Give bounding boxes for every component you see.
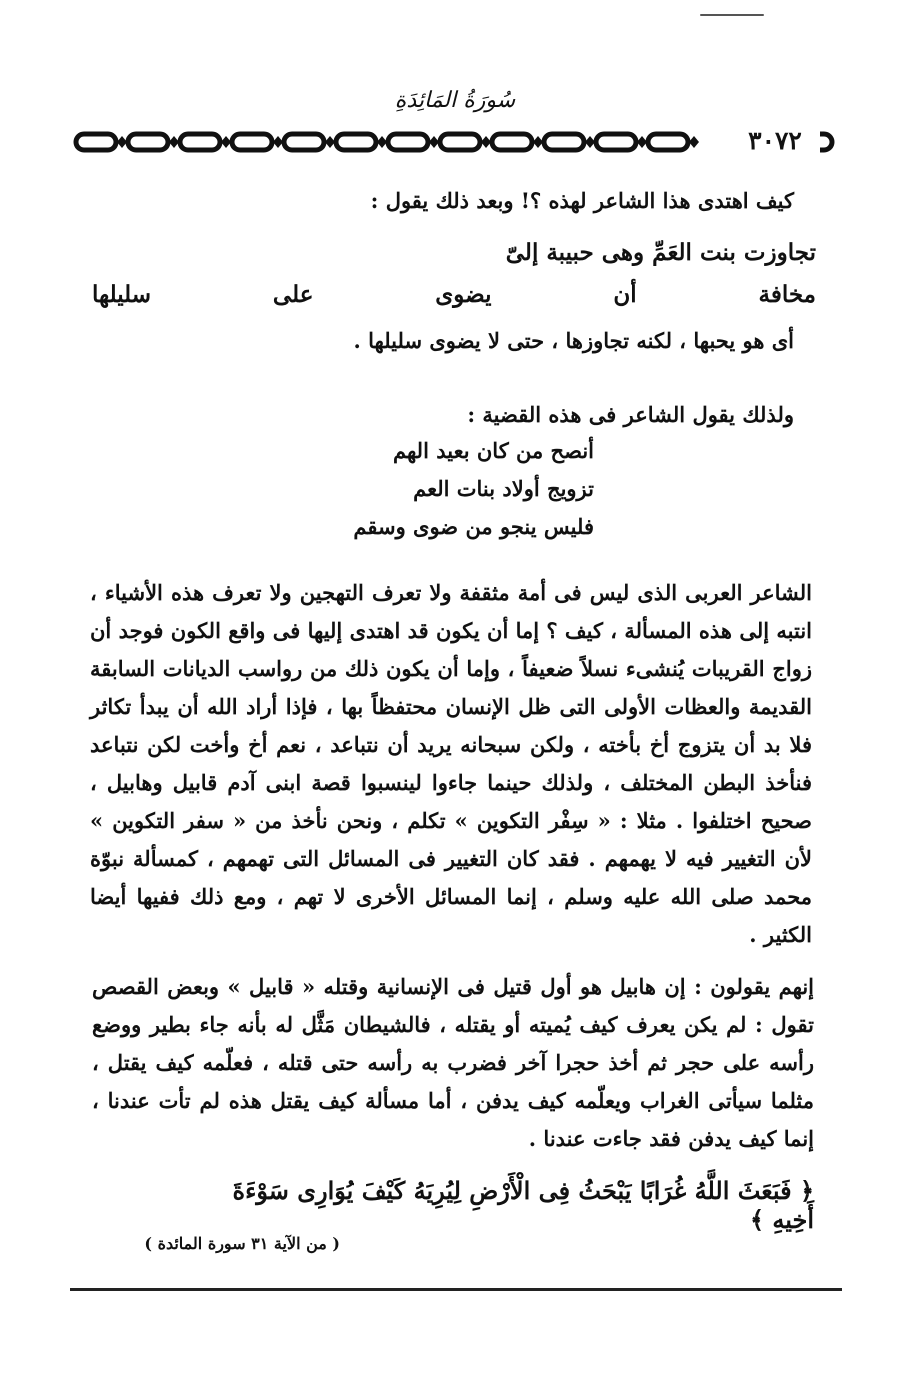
ornamental-border bbox=[72, 128, 836, 156]
scan-mark bbox=[700, 14, 764, 16]
bottom-rule bbox=[70, 1288, 842, 1291]
quran-verse: ﴿ فَبَعَثَ اللَّهُ غُرَابًا يَبْحَثُ فِى الْأَرْضِ لِيُرِيَهُ كَيْفَ يُوَارِى سَوْءَةَ أَخِيهِ ﴾ bbox=[232, 1176, 814, 1234]
poem-lead-in: ولذلك يقول الشاعر فى هذه القضية : bbox=[467, 402, 794, 427]
poem-verse-2 bbox=[310, 432, 594, 546]
verse-explanation: أى هو يحبها ، لكنه تجاوزها ، حتى لا يضوى سليلها . bbox=[353, 328, 794, 353]
poem-verse-2-line-1: أنصح من كان بعيد الهم bbox=[393, 438, 594, 463]
surah-title: سُورَةُ المَائِدَةِ bbox=[394, 88, 516, 113]
poem-verse-2-line-3: فليس ينجو من ضوى وسقم bbox=[353, 514, 594, 539]
verse-citation: ( من الآية ٣١ سورة المائدة ) bbox=[144, 1234, 340, 1253]
cain-abel-paragraph: إنهم يقولون : إن هابيل هو أول قتيل فى الإنسانية وقتله « قابيل » وبعض القصص تقول : لم يكن يعرف كيف يُميته أو يقتله ، فالشيطان مَثَّل له بأنه جاء بطير ووضع رأسه على حجر ثم أخذ حجرا آخر فضرب به رأسه حتى قتله ، فعلّمه كيف يقتل ، مثلما سيأتى الغراب ويعلّمه كيف يدفن ، أما مسألة كيف يقتل هذه لم تأت عندنا ، إنما كيف يدفن فقد جاءت عندنا . bbox=[92, 974, 814, 1151]
poem-verse-1 bbox=[92, 232, 816, 316]
poem-verse-2-line-2: تزويج أولاد بنات العم bbox=[413, 476, 594, 501]
main-paragraph: الشاعر العربى الذى ليس فى أمة مثقفة ولا تعرف التهجين ولا تعرف هذه الأشياء ، انتبه إلى هذه المسألة ، كيف ؟ إما أن يكون قد اهتدى إليها فى واقع الكون فوجد أن زواج القريبات يُنشىء نسلاً ضعيفاً ، وإما أن يكون ذلك من رواسب الديانات السابقة القديمة والعظات الأولى التى ظل الإنسان محتفظاً بها ، فإذا أراد الله أن يبدأ تكاثر فلا بد أن يتزوج أخ بأخته ، ولكن سبحانه يريد أن نتباعد ، نعم أخ وأخت لكن نتباعد فنأخذ البطن المختلف ، ولذلك حينما جاءوا لينسبوا قصة ابنى آدم قابيل وهابيل ، صحيح اختلفوا . مثلا : « سِفْر التكوين » تكلم ، ونحن نأخذ من « سفر التكوين » لأن التغيير فيه لا يهمهم . فقد كان التغيير فى المسائل التى تهمهم ، كمسألة نبوّة محمد صلى الله عليه وسلم ، إنما المسائل الأخرى لا تهم ، ومع ذلك ففيها أيضا الكثير . bbox=[90, 580, 812, 947]
poem-verse-1-line-1: تجاوزت بنت العَمِّ وهى حبيبة إلىّ bbox=[505, 239, 816, 266]
page-number: ٣٠٧٢ bbox=[730, 126, 820, 155]
poem-verse-1-line-2: مخافة أن يضوى على سليلها bbox=[92, 281, 816, 308]
intro-line: كيف اهتدى هذا الشاعر لهذه ؟! وبعد ذلك يقول : bbox=[370, 188, 794, 213]
